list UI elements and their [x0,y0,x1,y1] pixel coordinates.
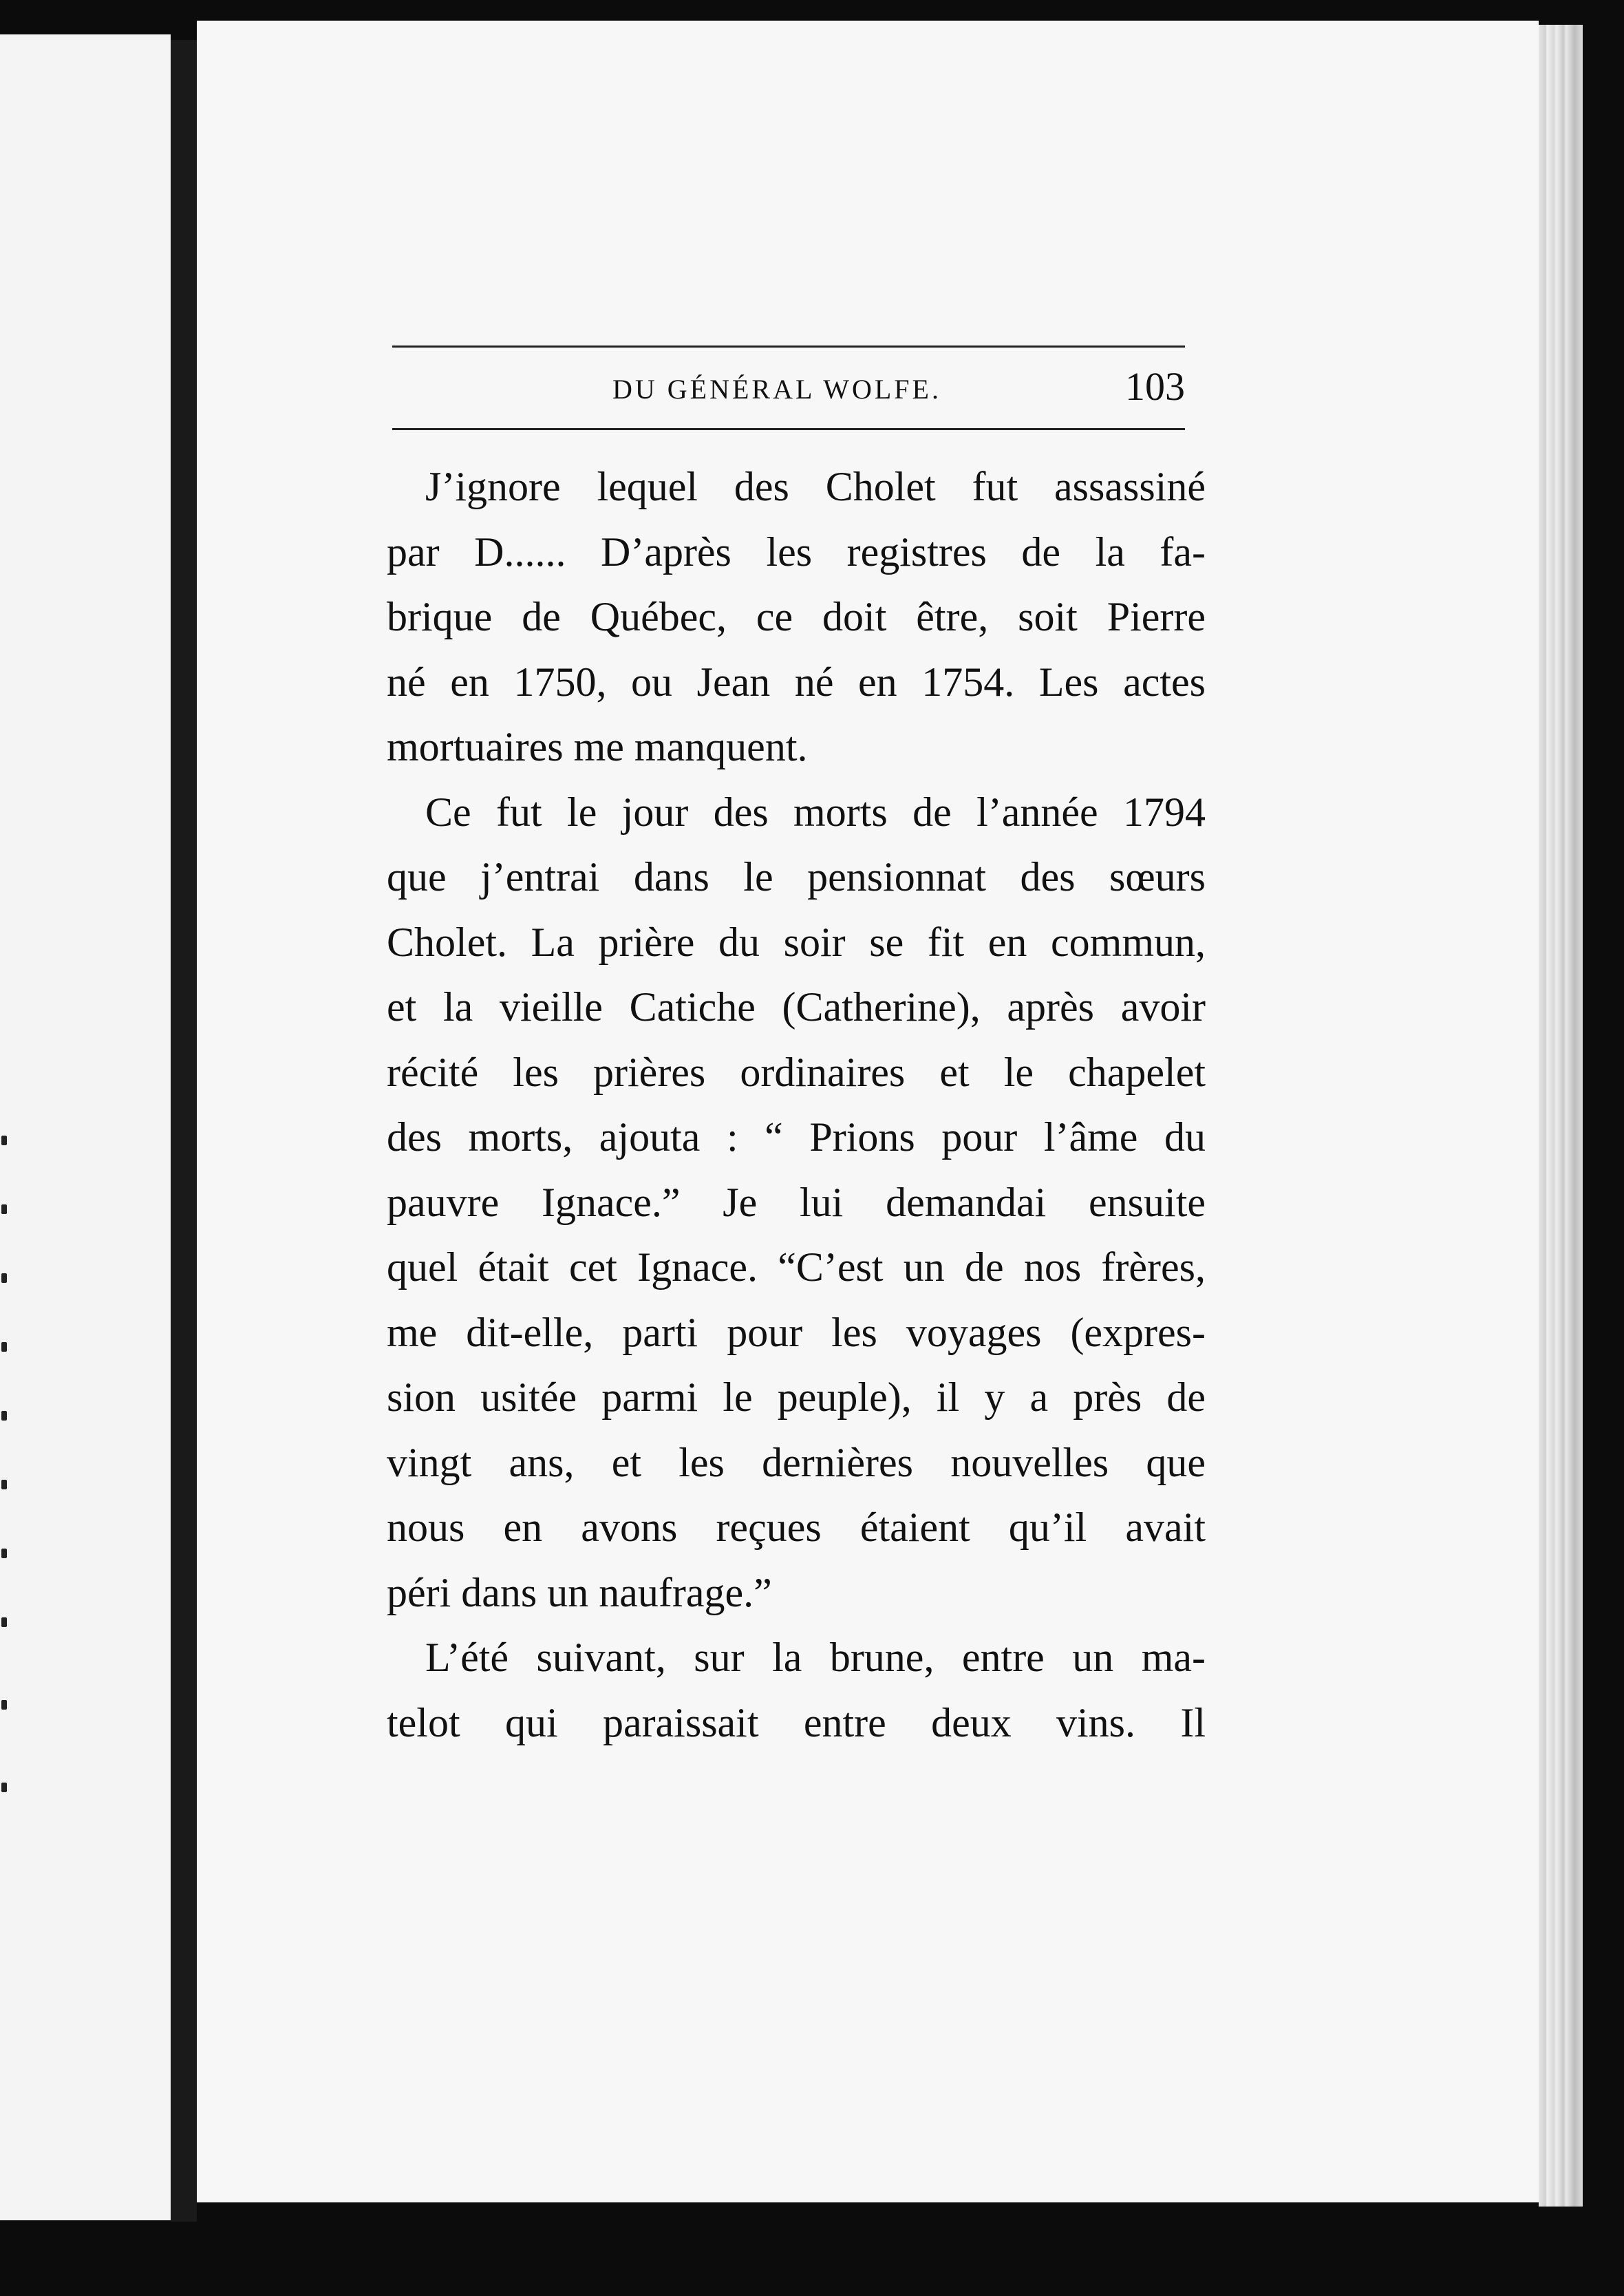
text-line: et la vieille Catiche (Catherine), après avoir [387,984,1206,1030]
body-text [387,454,1206,1755]
left-page-text-remnants [0,1136,14,1824]
left-page-edge [0,34,171,2220]
text-line: des morts, ajouta : “ Prions pour l’âme du [387,1114,1206,1160]
text-line: vingt ans, et les dernières nouvelles que [387,1439,1206,1485]
text-line: né en 1750, ou Jean né en 1754. Les actes [387,659,1206,705]
text-line: J’ignore lequel des Cholet fut assassiné [425,464,1206,509]
text-line: que j’entrai dans le pensionnat des sœurs [387,854,1206,900]
text-line: sion usitée parmi le peuple), il y a près de [387,1374,1206,1420]
text-line: mortuaires me manquent. [387,724,808,769]
header-rule-top [392,346,1185,348]
text-line: pauvre Ignace.” Je lui demandai ensuite [387,1179,1206,1225]
text-line: péri dans un naufrage.” [387,1569,772,1615]
text-line: nous en avons reçues étaient qu’il avait [387,1505,1206,1550]
text-line: Ce fut le jour des morts de l’année 1794 [425,789,1206,835]
text-line: telot qui paraissait entre deux vins. Il [387,1699,1206,1745]
running-header [392,363,1185,418]
page-stack-edge [1539,25,1583,2207]
text-line: me dit-elle, parti pour les voyages (expres- [387,1309,1206,1355]
header-rule-bottom [392,428,1185,430]
text-line: par D...... D’après les registres de la fa- [387,529,1206,575]
text-line: Cholet. La prière du soir se fit en commun, [387,919,1206,965]
text-line: récité les prières ordinaires et le chapelet [387,1049,1206,1095]
running-title: DU GÉNÉRAL WOLFE. [612,374,941,405]
text-line: L’été suivant, sur la brune, entre un ma- [425,1635,1206,1680]
text-line: brique de Québec, ce doit être, soit Pierre [387,594,1206,639]
page-number: 103 [1125,364,1185,409]
text-line: quel était cet Ignace. “C’est un de nos frères, [387,1244,1206,1290]
book-gutter [171,40,197,2222]
